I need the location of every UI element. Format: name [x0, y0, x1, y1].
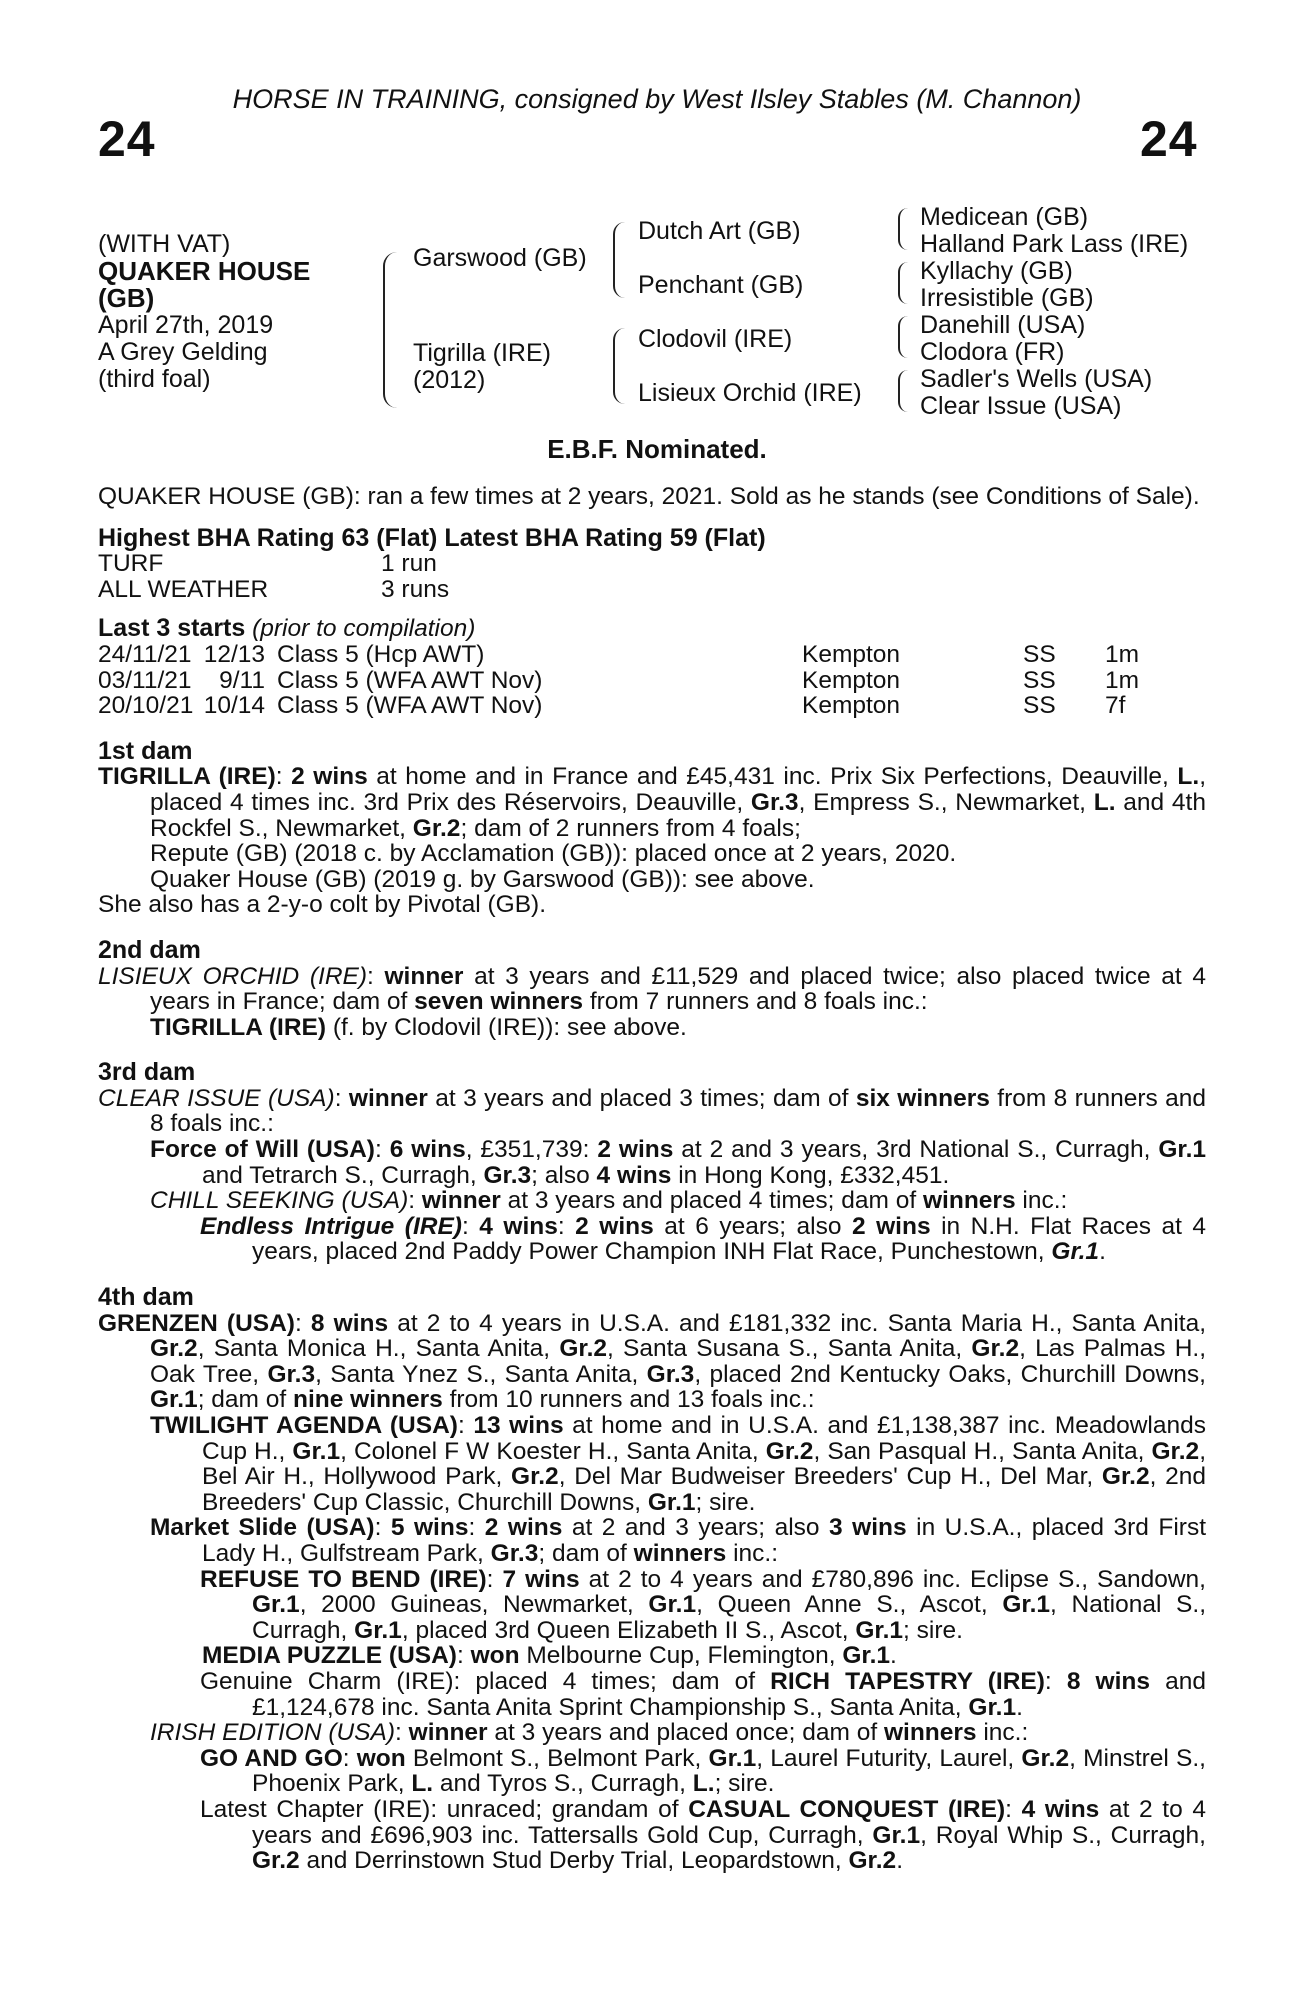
dam-brace: [613, 328, 625, 404]
foaling-date: April 27th, 2019: [98, 311, 274, 339]
horse-country: (GB): [98, 283, 155, 313]
produce-line: GO AND GO: won Belmont S., Belmont Park, Gr.1, Laurel Futurity, Laurel, Gr.2, Minstrel S., Phoenix Park, L. and Tyros S., Curragh, L.; sire.: [200, 1744, 1206, 1798]
produce-line: CHILL SEEKING (USA): winner at 3 years and placed 4 times; dam of winners inc.:: [150, 1187, 1068, 1215]
produce-line: TWILIGHT AGENDA (USA): 13 wins at home and in U.S.A. and £1,138,387 inc. Meadowlands Cup H., Gr.1, Colonel F W Koester H., Santa Anita, Gr.2, San Pasqual H., Santa Anita, Gr.2, Bel Air H., Hollywood Park, Gr.2, Del Mar Budweiser Breeders' Cup H., Del Mar, Gr.2, 2nd Breeders' Cup Classic, Churchill Downs, Gr.1; sire.: [150, 1412, 1206, 1516]
horse-description: A Grey Gelding: [98, 338, 268, 366]
vat-note: (WITH VAT): [98, 230, 231, 258]
rating-runs: 1 run: [381, 550, 437, 578]
ebf-nomination: E.B.F. Nominated.: [547, 434, 767, 464]
produce-line: TIGRILLA (IRE) (f. by Clodovil (IRE)): see above.: [150, 1013, 687, 1041]
dam-name: Tigrilla (IRE): [413, 339, 551, 367]
g3-name: Clodora (FR): [920, 338, 1065, 366]
second-dam-text: LISIEUX ORCHID (IRE): winner at 3 years and £11,529 and placed twice; also placed twice at 4 years in France; dam of seven winners from 7 runners and 8 foals inc.:: [98, 962, 1207, 1016]
rating-surface: ALL WEATHER: [98, 575, 269, 603]
produce-line: Repute (GB) (2018 c. by Acclamation (GB)): placed once at 2 years, 2020.: [150, 840, 957, 868]
sire-brace: [613, 222, 625, 298]
consignor-header: HORSE IN TRAINING, consigned by West Ilsley Stables (M. Channon): [232, 84, 1082, 114]
produce-line: REFUSE TO BEND (IRE): 7 wins at 2 to 4 years and £780,896 inc. Eclipse S., Sandown, Gr.1, 2000 Guineas, Newmarket, Gr.1, Queen Anne S., Ascot, Gr.1, National S., Curragh, Gr.1, placed 3rd Queen Elizabeth II S., Ascot, Gr.1; sire.: [200, 1565, 1207, 1644]
g3-name: Kyllachy (GB): [920, 257, 1073, 285]
rating-runs: 3 runs: [381, 575, 450, 603]
g3-name: Irresistible (GB): [920, 284, 1094, 312]
g3-name: Sadler's Wells (USA): [920, 365, 1153, 393]
g3-brace-3: [898, 316, 908, 358]
lot-number-right: 24: [1140, 111, 1198, 167]
g3-brace-1: [898, 208, 908, 250]
fourth-dam-text: GRENZEN (USA): 8 wins at 2 to 4 years in U.S.A. and £181,332 inc. Santa Maria H., Santa Anita, Gr.2, Santa Monica H., Santa Anita, Gr.2, Santa Susana S., Santa Anita, Gr.2, Las Palmas H., Oak Tree, Gr.3, Santa Ynez S., Santa Anita, Gr.3, placed 2nd Kentucky Oaks, Churchill Downs, Gr.1; dam of nine winners from 10 runners and 13 foals inc.:: [98, 1309, 1207, 1414]
g3-name: Clear Issue (USA): [920, 392, 1122, 420]
produce-line: Market Slide (USA): 5 wins: 2 wins at 2 and 3 years; also 3 wins in U.S.A., placed 3rd First Lady H., Gulfstream Park, Gr.3; dam of winners inc.:: [150, 1514, 1207, 1567]
produce-line: Quaker House (GB) (2019 g. by Garswood (GB)): see above.: [150, 865, 815, 893]
dam-dam: Lisieux Orchid (IRE): [638, 379, 862, 407]
bha-ratings: Highest BHA Rating 63 (Flat) Latest BHA Rating 59 (Flat): [98, 523, 766, 552]
ratings-row: [98, 551, 1206, 577]
g3-name: Halland Park Lass (IRE): [920, 230, 1189, 258]
sire-sire: Dutch Art (GB): [638, 217, 801, 245]
third-dam-heading: 3rd dam: [98, 1058, 196, 1087]
dam-year: (2012): [413, 366, 486, 394]
g3-brace-4: [898, 370, 908, 412]
start-row: 20/10/21 10/14 Class 5 (WFA AWT Nov) Kempton SS 7f: [98, 692, 1126, 720]
horse-details: [98, 231, 310, 393]
produce-line: MEDIA PUZZLE (USA): won Melbourne Cup, Flemington, Gr.1.: [202, 1642, 897, 1670]
sire: Garswood (GB): [413, 244, 587, 272]
rating-surface: TURF: [98, 550, 164, 578]
produce-note: She also has a 2-y-o colt by Pivotal (GB).: [98, 891, 546, 919]
pedigree-brace: [383, 252, 397, 408]
ratings-row: [98, 577, 1206, 603]
first-dam-text: TIGRILLA (IRE): 2 wins at home and in France and £45,431 inc. Prix Six Perfections, Deauville, L., placed 4 times inc. 3rd Prix des Réservoirs, Deauville, Gr.3, Empress S., Newmarket, L. and 4th Rockfel S., Newmarket, Gr.2; dam of 2 runners from 4 foals;: [98, 763, 1206, 842]
dam-sire: Clodovil (IRE): [638, 325, 793, 353]
produce-line: Force of Will (USA): 6 wins, £351,739: 2 wins at 2 and 3 years, 3rd National S., Curragh, Gr.1 and Tetrarch S., Curragh, Gr.3; also 4 wins in Hong Kong, £332,451.: [150, 1136, 1207, 1189]
second-dam-heading: 2nd dam: [98, 935, 201, 964]
g3-brace-2: [898, 262, 908, 304]
foal-note: (third foal): [98, 365, 211, 393]
start-row: 24/11/21 12/13 Class 5 (Hcp AWT) Kempton SS 1m: [98, 640, 1140, 668]
grandparents-gen3: [920, 204, 1188, 420]
dam: [413, 340, 551, 394]
race-summary: QUAKER HOUSE (GB): ran a few times at 2 years, 2021. Sold as he stands (see Conditions of Sale).: [98, 483, 1200, 510]
third-dam-text: CLEAR ISSUE (USA): winner at 3 years and placed 3 times; dam of six winners from 8 runners and 8 foals inc.:: [98, 1084, 1206, 1138]
produce-line: IRISH EDITION (USA): winner at 3 years and placed once; dam of winners inc.:: [150, 1719, 1029, 1747]
start-row: 03/11/21 9/11 Class 5 (WFA AWT Nov) Kempton SS 1m: [98, 666, 1140, 694]
fourth-dam-heading: 4th dam: [98, 1283, 194, 1312]
horse-name: QUAKER HOUSE: [98, 256, 311, 286]
lot-number-left: 24: [98, 111, 156, 167]
sire-dam: Penchant (GB): [638, 271, 804, 299]
produce-line: Latest Chapter (IRE): unraced; grandam of CASUAL CONQUEST (IRE): 4 wins at 2 to 4 years and £696,903 inc. Tattersalls Gold Cup, Curragh, Gr.1, Royal Whip S., Curragh, Gr.2 and Derrinstown Stud Derby Trial, Leopardstown, Gr.2.: [200, 1795, 1206, 1875]
produce-line: Endless Intrigue (IRE): 4 wins: 2 wins at 6 years; also 2 wins in N.H. Flat Races at 4 years, placed 2nd Paddy Power Champion INH Flat Race, Punchestown, Gr.1.: [200, 1212, 1207, 1266]
g3-name: Medicean (GB): [920, 203, 1089, 231]
catalogue-body: [98, 484, 1206, 1874]
first-dam-heading: 1st dam: [98, 736, 193, 765]
g3-name: Danehill (USA): [920, 311, 1086, 339]
produce-line: Genuine Charm (IRE): placed 4 times; dam of RICH TAPESTRY (IRE): 8 wins and £1,124,678 inc. Santa Anita Sprint Championship S., Santa Anita, Gr.1.: [200, 1667, 1206, 1721]
last-starts-heading: Last 3 starts (prior to compilation): [98, 614, 476, 643]
